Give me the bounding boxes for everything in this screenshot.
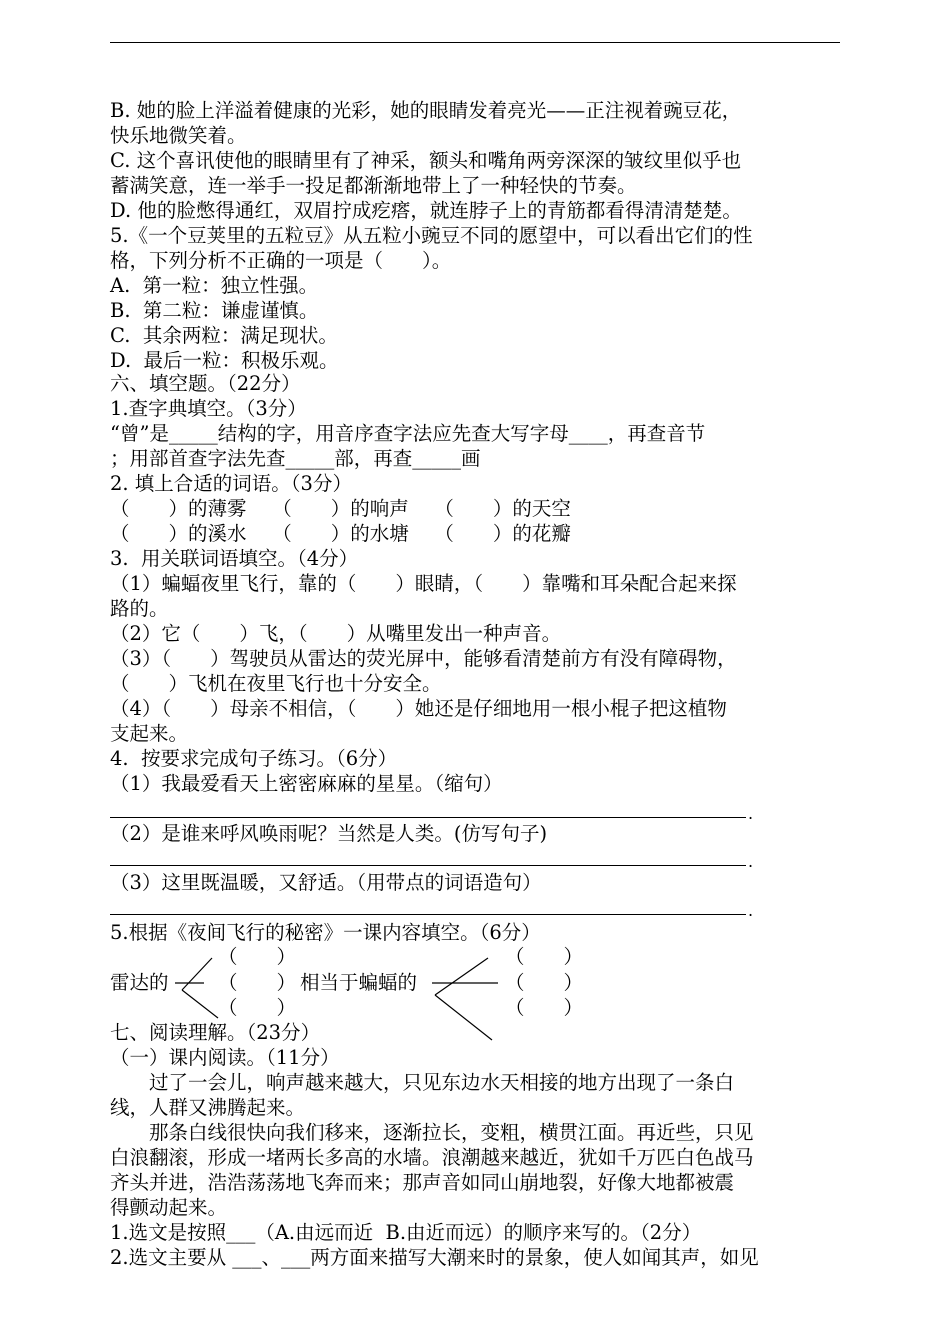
s6-q1-title: 1.查字典填空。（3分） [110, 397, 307, 420]
bat-bracket-top [435, 958, 488, 995]
blank-right-1[interactable]: （ ） [505, 945, 584, 968]
option-c-line-1: C. 这个喜讯使他的眼睛里有了神采，额头和嘴角两旁深深的皱纹里似乎也 [110, 149, 742, 172]
s6-q2-row-2: （ ）的溪水 （ ）的水塘 （ ）的花瓣 [110, 522, 571, 545]
blank-left-2[interactable]: （ ） [218, 971, 297, 994]
passage-p1-line-1: 过了一会儿，响声越来越大，只见东边水天相接的地方出现了一条白 [110, 1071, 735, 1094]
question-5-option-c: C. 其余两粒：满足现状。 [110, 324, 338, 347]
s6-q3-1-line-2: 路的。 [110, 597, 169, 620]
section-7-title: 七、阅读理解。（23分） [110, 1021, 321, 1044]
option-b-line-1: B. 她的脸上洋溢着健康的光彩，她的眼睛发着亮光——正注视着豌豆花， [110, 99, 742, 122]
passage-p2-line-2: 白浪翻滚，形成一堵两长多高的水墙。浪潮越来越近，犹如千万匹白色战马 [110, 1146, 754, 1169]
blank-left-3[interactable]: （ ） [218, 996, 297, 1019]
s6-q4-1: （1）我最爱看天上密密麻麻的星星。（缩句） [110, 772, 503, 795]
passage-p2-line-4: 得颤动起来。 [110, 1196, 228, 1219]
s6-q1-line-1: “曾”是_____结构的字，用音序查字法应先查大写字母____，再查音节 [110, 422, 706, 445]
s6-q3-1-line-1: （1）蝙蝠夜里飞行，靠的（ ）眼睛，（ ）靠嘴和耳朵配合起来探 [110, 572, 737, 595]
s6-q4-3: （3）这里既温暖，又舒适。（用带点的词语造句） [110, 871, 542, 894]
s6-q3-4-line-1: （4）（ ）母亲不相信，（ ）她还是仔细地用一根小棍子把这植物 [110, 697, 727, 720]
s6-q3-title: 3. 用关联词语填空。（4分） [110, 547, 359, 570]
question-5-stem-2: 格，下列分析不正确的一项是（ ）。 [110, 249, 452, 272]
s6-q4-title: 4. 按要求完成句子练习。（6分） [110, 747, 398, 770]
section-7-sub-1: （一）课内阅读。（11分） [110, 1046, 340, 1069]
blank-right-2[interactable]: （ ） [505, 971, 584, 994]
option-d-line: D. 他的脸憋得通红，双眉拧成疙瘩，就连脖子上的青筋都看得清清楚楚。 [110, 199, 742, 222]
blank-left-1[interactable]: （ ） [218, 945, 297, 968]
radar-label: 雷达的 [110, 971, 169, 994]
passage-p2-line-3: 齐头并进，浩浩荡荡地飞奔而来；那声音如同山崩地裂，好像大地都被震 [110, 1171, 735, 1194]
passage-p1-line-2: 线，人群又沸腾起来。 [110, 1096, 306, 1119]
s6-q4-2: （2）是谁来呼风唤雨呢？当然是人类。(仿写句子) [110, 822, 548, 845]
s6-q3-2: （2）它（ ）飞，（ ）从嘴里发出一种声音。 [110, 622, 562, 645]
radar-bracket-top [182, 958, 212, 990]
section-6-title: 六、填空题。（22分） [110, 372, 301, 395]
radar-bracket-bottom [182, 990, 218, 1018]
s6-q1-line-2: ；用部首查字法先查_____部，再查_____画 [110, 447, 481, 470]
period-mark: . [748, 852, 754, 871]
question-5-stem-1: 5.《一个豆荚里的五粒豆》从五粒小豌豆不同的愿望中，可以看出它们的性 [110, 224, 753, 247]
equals-label: 相当于蝙蝠的 [300, 971, 418, 994]
s6-q5-title: 5.根据《夜间飞行的秘密》一课内容填空。（6分） [110, 921, 541, 944]
period-mark: . [748, 804, 754, 823]
s6-q3-4-line-2: 支起来。 [110, 722, 189, 745]
s7-question-1: 1.选文是按照___（A.由远而近 B.由近而远）的顺序来写的。（2分） [110, 1221, 702, 1244]
period-mark: . [748, 901, 754, 920]
blank-right-3[interactable]: （ ） [505, 996, 584, 1019]
option-b-line-2: 快乐地微笑着。 [110, 124, 247, 147]
s7-question-2: 2.选文主要从 ___、___两方面来描写大潮来时的景象，使人如闻其声，如见 [110, 1246, 759, 1269]
s6-q2-row-1: （ ）的薄雾 （ ）的响声 （ ）的天空 [110, 497, 571, 520]
s6-q3-3-line-1: （3）（ ）驾驶员从雷达的荧光屏中，能够看清楚前方有没有障碍物， [110, 647, 737, 670]
option-c-line-2: 蓄满笑意，连一举手一投足都渐渐地带上了一种轻快的节奏。 [110, 174, 637, 197]
s6-q2-title: 2. 填上合适的词语。（3分） [110, 472, 352, 495]
question-5-option-d: D. 最后一粒：积极乐观。 [110, 349, 339, 372]
question-5-option-a: A. 第一粒：独立性强。 [110, 274, 319, 297]
question-5-option-b: B. 第二粒：谦虚谨慎。 [110, 299, 319, 322]
bat-bracket-bottom [435, 995, 492, 1040]
passage-p2-line-1: 那条白线很快向我们移来，逐渐拉长，变粗，横贯江面。再近些，只见 [110, 1121, 754, 1144]
s6-q3-3-line-2: （ ）飞机在夜里飞行也十分安全。 [110, 672, 442, 695]
